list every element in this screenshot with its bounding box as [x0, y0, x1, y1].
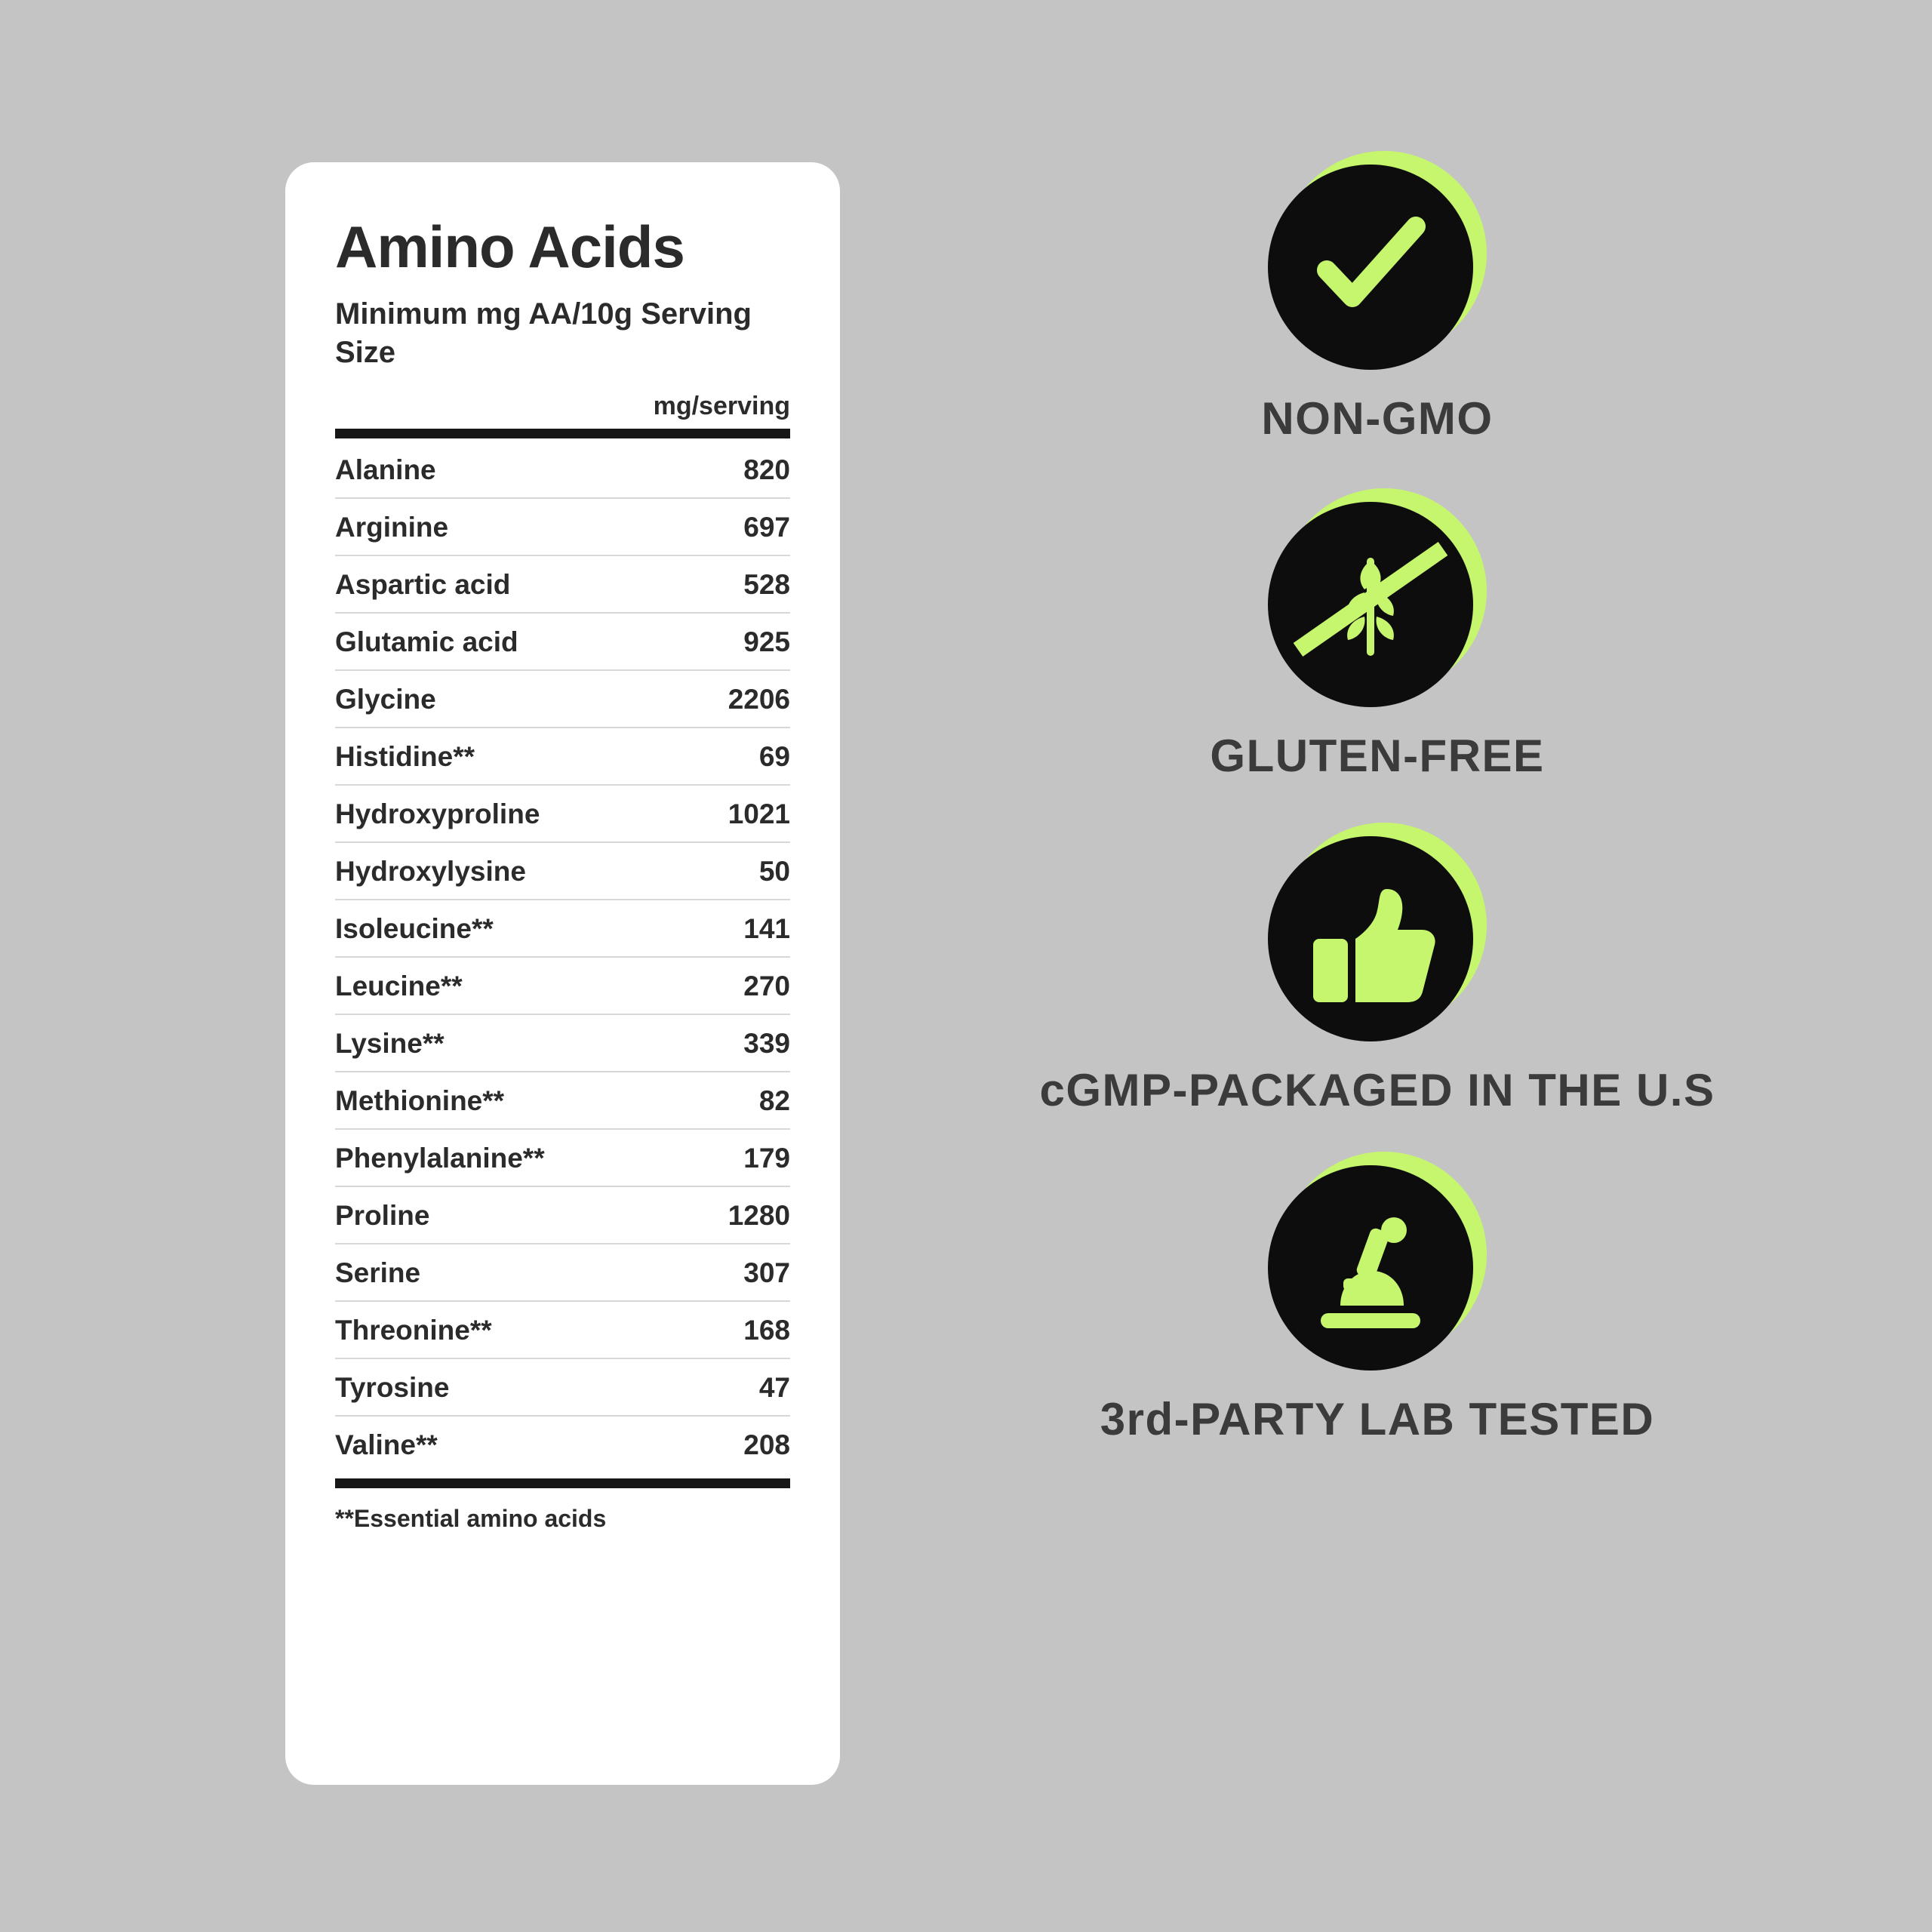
badge-disc	[1268, 836, 1473, 1041]
amino-acid-value: 1021	[686, 785, 790, 842]
table-row	[335, 1416, 790, 1472]
badge-gluten-free	[989, 488, 1766, 783]
amino-acid-value: 697	[686, 498, 790, 555]
page-title: Amino Acids	[335, 214, 685, 280]
amino-acid-value: 168	[686, 1301, 790, 1358]
badge-lab-tested	[989, 1152, 1766, 1447]
amino-acid-name: Arginine	[335, 498, 686, 555]
table-bottom-rule	[335, 1478, 790, 1488]
table-row	[335, 1358, 790, 1416]
badge-artwork	[1268, 823, 1487, 1041]
amino-acid-table	[335, 441, 790, 1472]
badge-non-gmo	[989, 151, 1766, 446]
amino-acid-value: 307	[686, 1244, 790, 1301]
badge-disc	[1268, 1165, 1473, 1371]
amino-acid-value: 2206	[686, 670, 790, 728]
badge-label: cGMP-PACKAGED IN THE U.S	[1039, 1064, 1715, 1115]
certification-badges	[989, 151, 1766, 1483]
amino-acid-name: Aspartic acid	[335, 555, 686, 613]
amino-acid-value: 270	[686, 957, 790, 1014]
table-row	[335, 670, 790, 728]
amino-acid-name: Isoleucine**	[335, 900, 686, 957]
table-row	[335, 900, 790, 957]
amino-acid-name: Leucine**	[335, 957, 686, 1014]
amino-acid-name: Glutamic acid	[335, 613, 686, 670]
amino-acid-value: 925	[686, 613, 790, 670]
table-row	[335, 1301, 790, 1358]
badge-disc	[1268, 165, 1473, 370]
table-row	[335, 498, 790, 555]
amino-acid-value: 820	[686, 441, 790, 498]
amino-acid-value: 82	[686, 1072, 790, 1129]
thumbs-up-icon	[1268, 836, 1473, 1041]
amino-acid-name: Alanine	[335, 441, 686, 498]
table-row	[335, 1186, 790, 1244]
table-row	[335, 728, 790, 785]
table-row	[335, 842, 790, 900]
table-row	[335, 555, 790, 613]
essential-amino-acids-footnote: **Essential amino acids	[335, 1505, 607, 1533]
badge-artwork	[1268, 488, 1487, 707]
amino-acid-name: Valine**	[335, 1429, 438, 1461]
table-row	[335, 785, 790, 842]
amino-acid-value: 141	[686, 900, 790, 957]
table-row	[335, 613, 790, 670]
badge-artwork	[1268, 1152, 1487, 1371]
amino-acid-name: Hydroxylysine	[335, 842, 686, 900]
serving-size-note: Minimum mg AA/10g Serving Size	[335, 297, 752, 370]
table-row	[335, 1244, 790, 1301]
badge-label: GLUTEN-FREE	[1210, 730, 1545, 781]
badge-label: NON-GMO	[1261, 393, 1494, 444]
badge-disc	[1268, 502, 1473, 707]
wheat-crossed-icon	[1268, 502, 1473, 707]
amino-acid-name: Phenylalanine**	[335, 1129, 686, 1186]
amino-acid-name: Tyrosine	[335, 1358, 686, 1416]
amino-acid-label-card	[285, 162, 840, 1785]
amino-acid-name: Proline	[335, 1186, 686, 1244]
microscope-icon	[1268, 1165, 1473, 1371]
amino-acid-name: Methionine**	[335, 1072, 686, 1129]
amino-acid-value: 50	[686, 842, 790, 900]
amino-acid-name: Hydroxyproline	[335, 785, 686, 842]
amino-acid-value: 69	[686, 728, 790, 785]
table-row	[335, 1129, 790, 1186]
table-row	[335, 1072, 790, 1129]
units-header: mg/serving	[653, 392, 790, 421]
amino-acid-value: 339	[686, 1014, 790, 1072]
amino-acid-value: 208	[743, 1429, 790, 1461]
amino-acid-name: Threonine**	[335, 1301, 686, 1358]
table-top-rule	[335, 429, 790, 438]
amino-acid-name: Glycine	[335, 670, 686, 728]
table-row	[335, 441, 790, 498]
amino-acid-value: 528	[686, 555, 790, 613]
amino-acid-name: Lysine**	[335, 1014, 686, 1072]
amino-acid-value: 47	[686, 1358, 790, 1416]
checkmark-icon	[1268, 165, 1473, 370]
table-row	[335, 1014, 790, 1072]
badge-artwork	[1268, 151, 1487, 370]
amino-acid-name: Histidine**	[335, 728, 686, 785]
badge-cgmp-packaged	[989, 823, 1766, 1118]
table-row	[335, 957, 790, 1014]
amino-acid-name: Serine	[335, 1244, 686, 1301]
badge-label: 3rd-PARTY LAB TESTED	[1100, 1394, 1655, 1445]
amino-acid-value: 1280	[686, 1186, 790, 1244]
amino-acid-value: 179	[686, 1129, 790, 1186]
